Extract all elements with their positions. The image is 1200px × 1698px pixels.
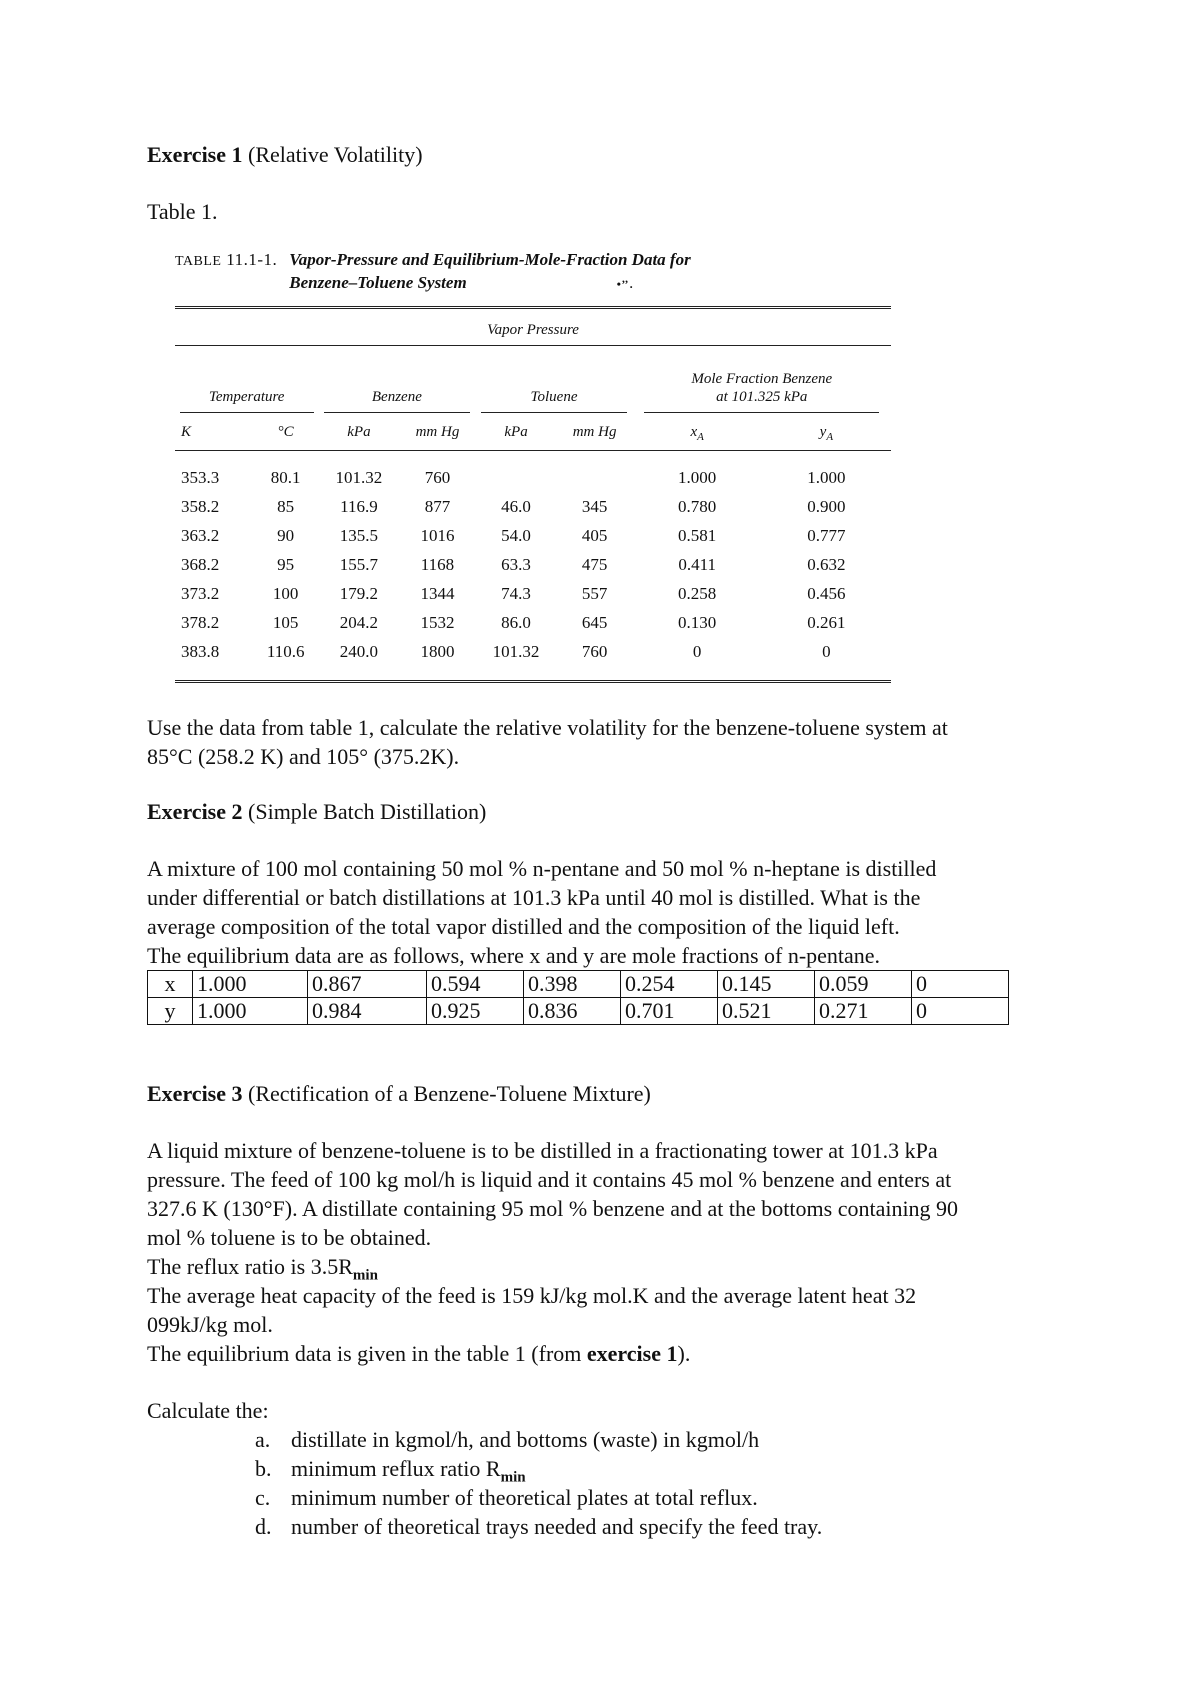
table-cell: 46.0: [501, 497, 531, 516]
table-cell: 95: [277, 555, 295, 574]
exercise2-heading: [147, 797, 1067, 826]
table-cell: 760: [424, 468, 451, 487]
exercise1-heading: [147, 140, 1067, 169]
table-caption: Table 1.: [147, 199, 218, 224]
exercise2-line: A mixture of 100 mol containing 50 mol % n-pentane and 50 mol % n-heptane is distilled: [147, 856, 937, 881]
table-cell: 85: [277, 497, 295, 516]
table-cell: 1532: [420, 613, 455, 632]
exercise2-label: Exercise 2: [147, 799, 243, 824]
exercise1-text-line1: Use the data from table 1, calculate the relative volatility for the benzene-toluene system at: [147, 715, 948, 740]
table-cell: 645: [581, 613, 608, 632]
task-label: a.: [255, 1427, 271, 1452]
table-cell: 475: [581, 555, 608, 574]
exercise1-text: [147, 713, 1067, 771]
scanned-table-title-line1: Vapor-Pressure and Equilibrium-Mole-Fraction Data for: [289, 250, 691, 269]
exercise2-line: under differential or batch distillations at 101.3 kPa until 40 mol is distilled. What is the: [147, 885, 921, 910]
table-cell: 1344: [420, 584, 455, 603]
equilibrium-cell: 0.984: [308, 998, 427, 1025]
heat-capacity-line2: 099kJ/kg mol.: [147, 1312, 273, 1337]
exercise2-line: average composition of the total vapor distilled and the composition of the liquid left.: [147, 914, 900, 939]
unit-subscript: A: [826, 430, 834, 443]
table-cell: 101.32: [335, 468, 383, 487]
table-cell: 135.5: [339, 526, 379, 545]
table-cell: 74.3: [501, 584, 531, 603]
task-item: [255, 1454, 1067, 1486]
unit-header: [762, 414, 891, 451]
table-row: [175, 579, 891, 608]
table-cell: 405: [581, 526, 608, 545]
vapor-pressure-table: [175, 306, 891, 683]
equilibrium-cell: 0.836: [524, 998, 621, 1025]
eq-ref-bold: exercise 1: [586, 1341, 678, 1366]
equilibrium-cell: 0.701: [621, 998, 718, 1025]
table-cell: 0.780: [678, 497, 717, 516]
table-cell: 0: [822, 642, 831, 661]
exercise3-subtitle: (Rectification of a Benzene-Toluene Mixture): [248, 1081, 651, 1106]
equilibrium-cell: 1.000: [193, 971, 308, 998]
table-row: [175, 451, 891, 493]
task-label: b.: [255, 1456, 272, 1481]
equilibrium-cell: 0: [912, 971, 1009, 998]
table-cell: [557, 451, 633, 493]
exercise3-line: 327.6 K (130°F). A distillate containing 95 mol % benzene and at the bottoms containing 90: [147, 1196, 959, 1221]
equilibrium-y-row: [148, 998, 1009, 1025]
exercise3-text: [147, 1136, 1067, 1368]
table-cell: 358.2: [181, 497, 220, 516]
task-text: number of theoretical trays needed and specify the feed tray.: [291, 1514, 823, 1539]
scanned-table-name: [289, 248, 690, 296]
equilibrium-cell: 0.059: [815, 971, 912, 998]
unit-header: K: [175, 414, 253, 451]
table-cell: 0.261: [807, 613, 846, 632]
unit-header: kPa: [475, 414, 556, 451]
exercise1-text-line2: 85°C (258.2 K) and 105° (375.2K).: [147, 744, 460, 769]
equilibrium-reference: [147, 1341, 690, 1366]
task-list: [255, 1425, 1067, 1541]
document-page: [147, 140, 1067, 1541]
exercise2-subtitle: (Simple Batch Distillation): [248, 799, 487, 824]
equilibrium-cell: 0.521: [718, 998, 815, 1025]
task-item: [255, 1512, 1067, 1541]
table-cell: 363.2: [181, 526, 220, 545]
exercise1-subtitle: (Relative Volatility): [248, 142, 423, 167]
exercise1-label: Exercise 1: [147, 142, 243, 167]
task-item: [255, 1483, 1067, 1512]
task-label: d.: [255, 1514, 272, 1539]
task-label: c.: [255, 1485, 271, 1510]
table-cell: 90: [277, 526, 295, 545]
table-cell: 105: [272, 613, 299, 632]
table-cell: 877: [424, 497, 451, 516]
table-cell: 101.32: [492, 642, 540, 661]
table-cell: 0.900: [807, 497, 846, 516]
units-row: [175, 414, 891, 451]
unit-header: kPa: [318, 414, 399, 451]
reflux-ratio-text: [147, 1254, 378, 1284]
table-cell: 80.1: [270, 468, 301, 487]
table-cell: 1.000: [678, 468, 717, 487]
table-cell: 760: [581, 642, 608, 661]
exercise3-line: pressure. The feed of 100 kg mol/h is liquid and it contains 45 mol % benzene and enters at: [147, 1167, 952, 1192]
temperature-header: Temperature: [180, 388, 314, 413]
table-row: [175, 550, 891, 579]
scanned-table-title-line2: Benzene–Toluene System: [289, 273, 467, 292]
table-cell: 373.2: [181, 584, 220, 603]
heat-capacity-line1: The average heat capacity of the feed is 159 kJ/kg mol.K and the average latent heat 32: [147, 1283, 917, 1308]
table-cell: 378.2: [181, 613, 220, 632]
exercise2-text: [147, 854, 1067, 970]
table-cell: 383.8: [181, 642, 220, 661]
table-cell: 100: [272, 584, 299, 603]
table-cell: 0.456: [807, 584, 846, 603]
eq-ref-after: ).: [677, 1341, 691, 1366]
table-cell: 353.3: [181, 468, 220, 487]
exercise3-heading: [147, 1079, 1067, 1108]
reflux-ratio-label: The reflux ratio is 3.5R: [147, 1254, 353, 1279]
unit-symbol: y: [819, 423, 827, 440]
unit-symbol: x: [690, 423, 698, 440]
table-row: [175, 608, 891, 637]
scanned-table-body: [175, 451, 891, 667]
table-cell: 368.2: [181, 555, 220, 574]
table-cell: 54.0: [501, 526, 531, 545]
table-cell: 240.0: [339, 642, 379, 661]
equilibrium-cell: 0.254: [621, 971, 718, 998]
equilibrium-cell: 0.867: [308, 971, 427, 998]
scanned-table-title: [175, 248, 891, 296]
table-cell: 204.2: [339, 613, 379, 632]
exercise3-line: A liquid mixture of benzene-toluene is to be distilled in a fractionating tower at 101.3 kPa: [147, 1138, 938, 1163]
equilibrium-cell: 0.925: [427, 998, 524, 1025]
table-cell: 179.2: [339, 584, 379, 603]
exercise2-line: The equilibrium data are as follows, where x and y are mole fractions of n-pentane.: [147, 943, 881, 968]
table-row: [175, 492, 891, 521]
table-row: [175, 637, 891, 666]
table-cell: 110.6: [266, 642, 305, 661]
table-number: 11.1-1.: [226, 250, 278, 269]
calculate-heading: Calculate the:: [147, 1398, 269, 1423]
table-cell: 63.3: [501, 555, 531, 574]
unit-header: mm Hg: [400, 414, 476, 451]
equilibrium-cell: 0.271: [815, 998, 912, 1025]
equilibrium-row-label: y: [148, 998, 193, 1025]
eq-ref-before: The equilibrium data is given in the table 1 (from: [147, 1341, 587, 1366]
table-cell: 1800: [420, 642, 455, 661]
table-cell: 116.9: [340, 497, 378, 516]
unit-header: [633, 414, 762, 451]
toluene-header: Toluene: [481, 388, 627, 413]
table-cell: 0.130: [678, 613, 717, 632]
table-cell: 345: [581, 497, 608, 516]
equilibrium-row-label: x: [148, 971, 193, 998]
task-text: distillate in kgmol/h, and bottoms (waste) in kgmol/h: [291, 1427, 760, 1452]
equilibrium-cell: 0: [912, 998, 1009, 1025]
unit-header: °C: [253, 414, 318, 451]
exercise3-label: Exercise 3: [147, 1081, 243, 1106]
scanned-table-number: [175, 248, 277, 296]
reflux-min-subscript: min: [352, 1267, 378, 1284]
equilibrium-cell: 0.398: [524, 971, 621, 998]
scan-marks: •’’ .: [616, 277, 634, 291]
table-cell: 0.581: [678, 526, 717, 545]
mole-fraction-line1: Mole Fraction Benzene: [691, 371, 833, 387]
task-text: minimum number of theoretical plates at total reflux.: [291, 1485, 758, 1510]
table-cell: 557: [581, 584, 608, 603]
unit-subscript: A: [697, 430, 704, 443]
equilibrium-cell: 0.594: [427, 971, 524, 998]
table-cell: 86.0: [501, 613, 531, 632]
unit-header: mm Hg: [557, 414, 633, 451]
table-cell: [475, 451, 556, 493]
table-cell: 1168: [420, 555, 455, 574]
table-row: [175, 521, 891, 550]
equilibrium-x-row: [148, 971, 1009, 998]
task-item: [255, 1425, 1067, 1454]
task-min-subscript: min: [500, 1469, 526, 1486]
table-cell: 0.411: [678, 555, 716, 574]
task-text: minimum reflux ratio R: [291, 1456, 501, 1481]
benzene-header: Benzene: [324, 388, 470, 413]
table-cell: 0: [692, 642, 702, 661]
table-cell: 155.7: [339, 555, 379, 574]
table-cell: 0.777: [807, 526, 846, 545]
equilibrium-cell: 1.000: [193, 998, 308, 1025]
equilibrium-table: [147, 970, 1009, 1025]
mole-fraction-line2: at 101.325 kPa: [716, 389, 808, 405]
equilibrium-cell: 0.145: [718, 971, 815, 998]
vapor-pressure-header: Vapor Pressure: [487, 321, 579, 338]
table-cell: 1.000: [807, 468, 846, 487]
mole-fraction-header: [644, 370, 879, 413]
table-cell: 0.632: [807, 555, 846, 574]
table-word: TABLE: [175, 254, 222, 269]
exercise3-line: mol % toluene is to be obtained.: [147, 1225, 432, 1250]
table-cell: 0.258: [678, 584, 717, 603]
table-cell: 1016: [420, 526, 455, 545]
scanned-table: [175, 248, 891, 683]
